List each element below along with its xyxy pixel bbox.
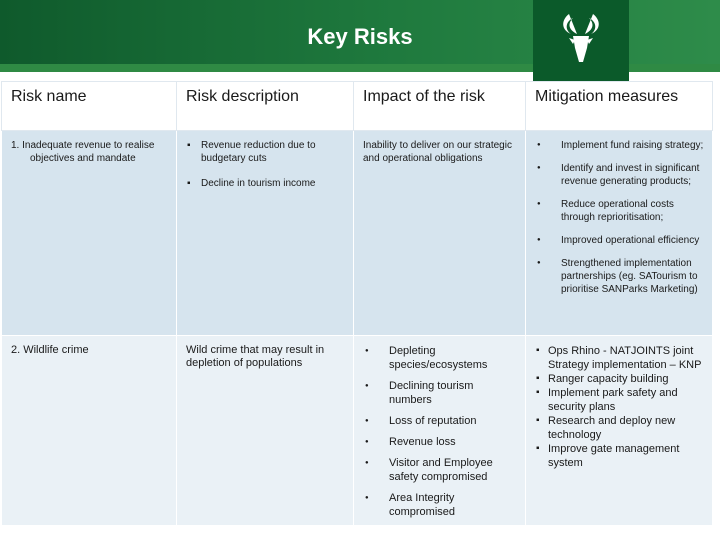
header-risk-name: Risk name [2, 82, 177, 131]
table-row [2, 131, 713, 336]
impact-item: ● Loss of reputation [389, 414, 519, 428]
mitigation-cell [526, 131, 713, 336]
header-mitigation: Mitigation measures [526, 82, 713, 131]
impact-item: ● Area Integrity compromised [389, 491, 519, 519]
risk-name: 1. Inadequate revenue to realise objectives and mandate [11, 140, 155, 164]
table-header-row [2, 82, 713, 131]
mitigation-item: ● Strengthened implementation partnerships (eg. SATourism to prioritise SANParks Marketing) [561, 257, 706, 296]
mitigation-item: ▪ Research and deploy new technology [548, 414, 706, 442]
page-title: Key Risks [307, 24, 413, 49]
table-row [2, 336, 713, 526]
mitigation-item: ▪ Ops Rhino - NATJOINTS joint Strategy implementation – KNP [548, 344, 706, 372]
description-item: ▪ Revenue reduction due to budgetary cuts [201, 139, 347, 165]
mitigation-item: ▪ Improve gate management system [548, 442, 706, 470]
header-risk-description: Risk description [177, 82, 354, 131]
impact-item: ● Declining tourism numbers [389, 379, 519, 407]
mitigation-item: ▪ Implement park safety and security plans [548, 386, 706, 414]
mitigation-item: ● Implement fund raising strategy; [561, 139, 706, 152]
header-impact: Impact of the risk [354, 82, 526, 131]
mitigation-item: ● Reduce operational costs through reprioritisation; [561, 198, 706, 224]
mitigation-item: ● Identify and invest in significant revenue generating products; [561, 162, 706, 188]
risk-name: 2. Wildlife crime [11, 344, 89, 356]
mitigation-item: ● Improved operational efficiency [561, 234, 706, 247]
kudu-head-icon [551, 8, 611, 68]
impact-text: Inability to deliver on our strategic and operational obligations [363, 140, 512, 164]
risk-name-cell [2, 336, 177, 526]
risk-name-cell [2, 131, 177, 336]
impact-item: ● Depleting species/ecosystems [389, 344, 519, 372]
impact-cell [354, 336, 526, 526]
logo [533, 0, 629, 86]
description-item: ▪ Decline in tourism income [201, 177, 347, 190]
description-cell [177, 131, 354, 336]
description-cell [177, 336, 354, 526]
risk-table [1, 81, 713, 526]
description-text: Wild crime that may result in depletion of populations [186, 344, 325, 369]
impact-item: ● Revenue loss [389, 435, 519, 449]
mitigation-item: ▪ Ranger capacity building [548, 372, 706, 386]
mitigation-cell [526, 336, 713, 526]
impact-item: ● Visitor and Employee safety compromised [389, 456, 519, 484]
impact-cell [354, 131, 526, 336]
